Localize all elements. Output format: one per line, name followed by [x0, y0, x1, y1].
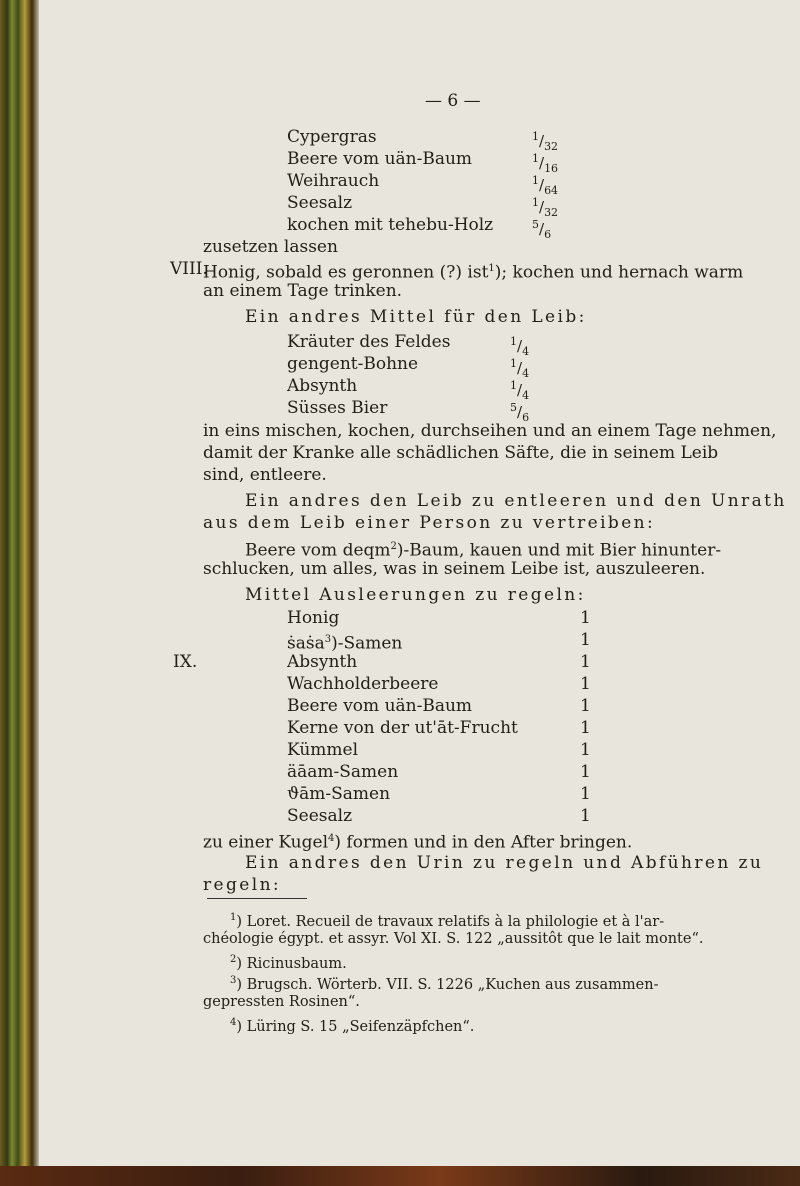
- recipe-a-amount: $^1/_{32}$: [532, 196, 559, 219]
- ix-item: ϑām-Samen: [287, 784, 391, 804]
- recipe-a-closing: zusetzen lassen: [203, 237, 338, 257]
- page-bottom-edge: [0, 1166, 800, 1186]
- footnote-2: $^2$) Ricinusbaum.: [230, 954, 347, 972]
- recipe-a-item: kochen mit tehebu-Holz: [287, 215, 494, 235]
- footnote-1-cont: chéologie égypt. et assyr. Vol XI. S. 122 „aussitôt que le lait monte“.: [203, 931, 704, 947]
- ix-qty: 1: [580, 696, 591, 716]
- ix-item: ṡaṡa$^3$)-Samen: [287, 633, 403, 654]
- ix-item: äāam-Samen: [287, 762, 399, 782]
- ix-qty: 1: [580, 718, 591, 738]
- recipe-b-amount: $^1/_4$: [510, 335, 530, 358]
- recipe-b-item: gengent-Bohne: [287, 354, 419, 374]
- recipe-b-item: Absynth: [287, 376, 358, 396]
- section-marker-ix: IX.: [173, 652, 198, 672]
- recipe-a-amount: $^1/_{64}$: [532, 174, 559, 197]
- recipe-a-item: Weihrauch: [287, 171, 380, 191]
- ix-qty: 1: [580, 674, 591, 694]
- para-mischen-line: damit der Kranke alle schädlichen Säfte, die in seinem Leib: [203, 443, 719, 463]
- para-beere-line-1: Beere vom deqm$^2$)-Baum, kauen und mit Bier hinunter-: [245, 540, 722, 561]
- page-number: — 6 —: [425, 91, 481, 111]
- ix-item: Kerne von der ut'āt-Frucht: [287, 718, 518, 738]
- recipe-b-amount: $^1/_4$: [510, 379, 530, 402]
- ix-qty: 1: [580, 652, 591, 672]
- para-mischen-line: sind, entleere.: [203, 465, 327, 485]
- footnote-4: $^4$) Lüring S. 15 „Seifenzäpfchen“.: [230, 1017, 475, 1035]
- heading-urin-line: Ein andres den Urin zu regeln und Abführen zu: [245, 853, 764, 873]
- ix-qty: 1: [580, 806, 591, 826]
- footnote-3: $^3$) Brugsch. Wörterb. VII. S. 1226 „Kuchen aus zusammen-: [230, 975, 659, 993]
- ix-item: Beere vom uän-Baum: [287, 696, 473, 716]
- heading-urin-line: regeln:: [203, 875, 282, 895]
- recipe-b-item: Süsses Bier: [287, 398, 388, 418]
- recipe-a-amount: $^1/_{32}$: [532, 130, 559, 153]
- section-viii-line-2: an einem Tage trinken.: [203, 281, 403, 301]
- footnote-1: $^1$) Loret. Recueil de travaux relatifs à la philologie et à l'ar-: [230, 912, 665, 930]
- footnote-3-cont: gepressten Rosinen“.: [203, 994, 360, 1010]
- heading-leib: Ein andres Mittel für den Leib:: [245, 307, 587, 327]
- heading-unrath-line: aus dem Leib einer Person zu vertreiben:: [203, 513, 656, 533]
- recipe-a-item: Seesalz: [287, 193, 353, 213]
- recipe-b-amount: $^5/_6$: [510, 401, 530, 424]
- recipe-b-item: Kräuter des Feldes: [287, 332, 451, 352]
- para-mischen-line: in eins mischen, kochen, durchseihen und an einem Tage nehmen,: [203, 421, 777, 441]
- ix-qty: 1: [580, 740, 591, 760]
- ix-item: Kümmel: [287, 740, 359, 760]
- footnote-divider: [207, 898, 307, 899]
- recipe-a-item: Beere vom uän-Baum: [287, 149, 473, 169]
- ix-item: Seesalz: [287, 806, 353, 826]
- recipe-a-item: Cypergras: [287, 127, 377, 147]
- ix-item: Honig: [287, 608, 340, 628]
- section-viii-line-1: Honig, sobald es geronnen (?) ist$^1$); kochen und hernach warm: [203, 262, 744, 283]
- ix-qty: 1: [580, 762, 591, 782]
- ix-item: Wachholderbeere: [287, 674, 439, 694]
- recipe-a-amount: $^5/_6$: [532, 218, 552, 241]
- section-marker-viii: VIII.: [170, 259, 208, 279]
- para-beere-line-2: schlucken, um alles, was in seinem Leibe ist, auszuleeren.: [203, 559, 706, 579]
- heading-ausleerungen: Mittel Ausleerungen zu regeln:: [245, 585, 586, 605]
- section-ix-closing: zu einer Kugel$^4$) formen und in den After bringen.: [203, 832, 633, 853]
- ix-item: Absynth: [287, 652, 358, 672]
- heading-unrath-line: Ein andres den Leib zu entleeren und den Unrath: [245, 491, 787, 511]
- ix-qty: 1: [580, 630, 591, 650]
- recipe-b-amount: $^1/_4$: [510, 357, 530, 380]
- ix-qty: 1: [580, 784, 591, 804]
- recipe-a-amount: $^1/_{16}$: [532, 152, 559, 175]
- book-binding: [0, 0, 40, 1186]
- ix-qty: 1: [580, 608, 591, 628]
